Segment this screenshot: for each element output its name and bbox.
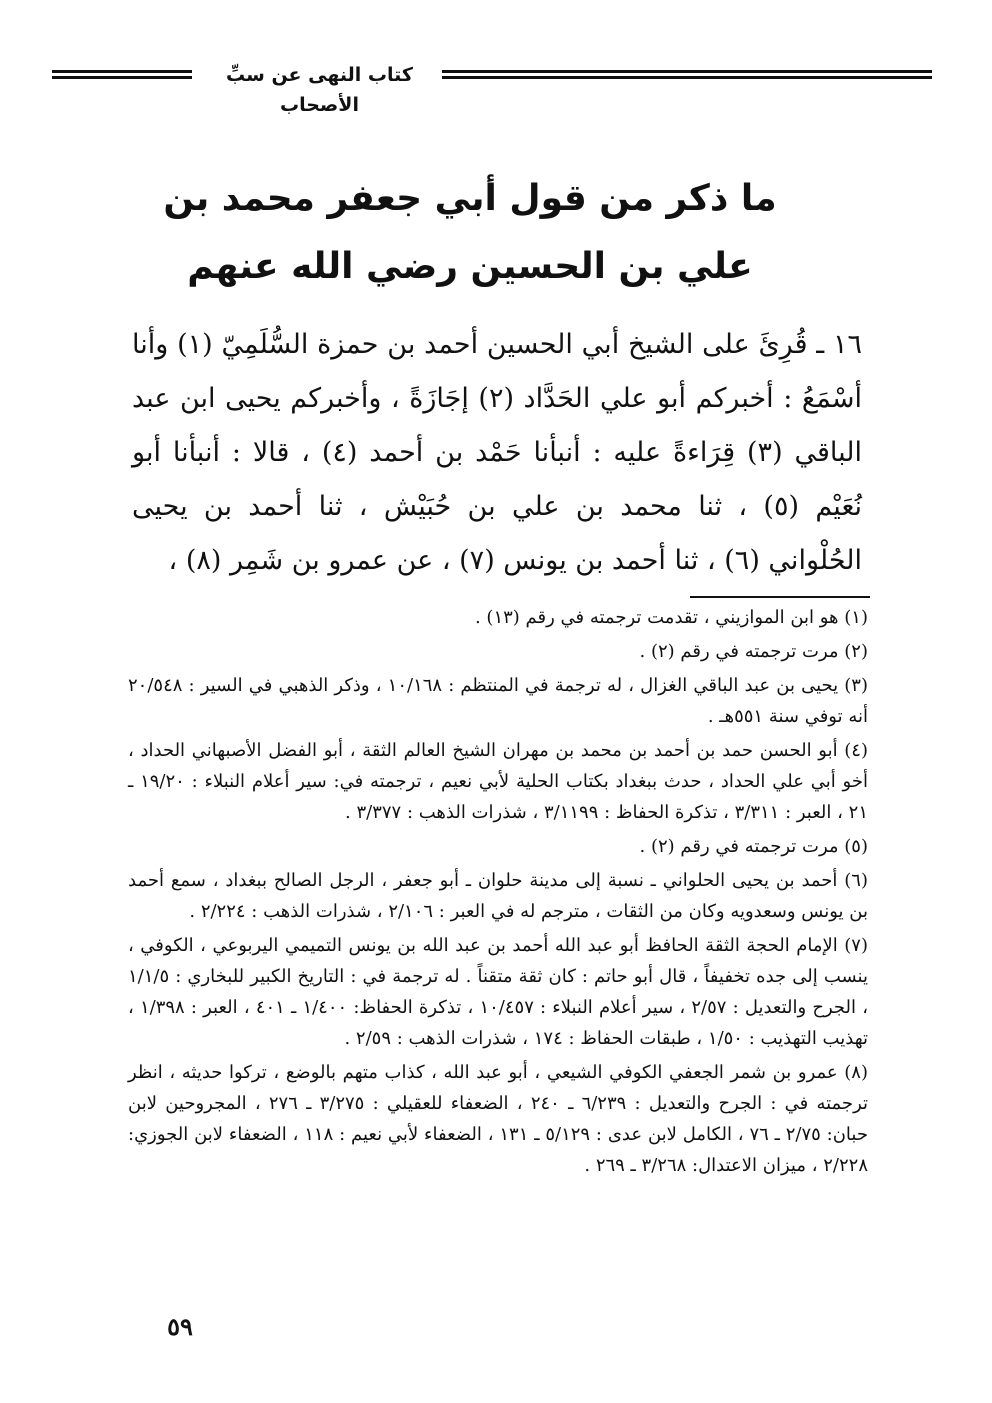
header-title: كتاب النهى عن سبِّ الأصحاب bbox=[226, 64, 413, 116]
header-rule-left bbox=[52, 70, 192, 80]
footnote-6: (٦) أحمد بن يحيى الحلواني ـ نسبة إلى مدينة حلوان ـ أبو جعفر ، الرجل الصالح ببغداد ، سمع أحمد بن يونس وسعدويه وكان من الثقات ، مترجم له في العبر : ٢/١٠٦ ، شذرات الذهب : ٢/٢٢٤ . bbox=[128, 870, 868, 922]
chapter-title-line-2: علي بن الحسين رضي الله عنهم bbox=[187, 246, 753, 287]
footnote-2: (٢) مرت ترجمته في رقم (٢) . bbox=[639, 641, 868, 662]
footnote-4: (٤) أبو الحسن حمد بن أحمد بن محمد بن مهران الشيخ العالم الثقة ، أبو الفضل الأصبهاني الحداد ، أخو أبي علي الحداد ، حدث ببغداد بكتاب الحلية لأبي نعيم ، ترجمته في: سير أعلام النبلاء : ١٩/٢٠ ـ ٢١ ، العبر : ٣/٣١١ ، تذكرة الحفاظ : ٣/١١٩٩ ، شذرات الذهب : ٣/٣٧٧ . bbox=[128, 740, 868, 823]
footnote-separator bbox=[690, 596, 870, 598]
chapter-title-line-1: ما ذكر من قول أبي جعفر محمد بن bbox=[163, 178, 777, 219]
footnote-8: (٨) عمرو بن شمر الجعفي الكوفي الشيعي ، أبو عبد الله ، كذاب متهم بالوضع ، تركوا حديثه ، انظر ترجمته في : الجرح والتعديل : ٦/٢٣٩ ـ ٢٤٠ ، الضعفاء للعقيلي : ٣/٢٧٥ ـ ٢٧٦ ، المجروحين لابن حبان: ٢/٧٥ ـ ٧٦ ، الكامل لابن عدى : ٥/١٢٩ ـ ١٣١ ، الضعفاء لأبي نعيم : ١١٨ ، الضعفاء لابن الجوزي: ٢/٢٢٨ ، ميزان الاعتدال: ٣/٢٦٨ ـ ٢٦٩ . bbox=[128, 1062, 869, 1176]
footnote-5: (٥) مرت ترجمته في رقم (٢) . bbox=[639, 836, 868, 857]
footnote-7: (٧) الإمام الحجة الثقة الحافظ أبو عبد الله أحمد بن عبد الله بن يونس التميمي اليربوعي ، الكوفي ، ينسب إلى جده تخفيفاً ، قال أبو حاتم : كان ثقة متقناً . له ترجمة في : التاريخ الكبير للبخاري : ١/١/٥ ، الجرح والتعديل : ٢/٥٧ ، سير أعلام النبلاء : ١٠/٤٥٧ ، تذكرة الحفاظ: ١/٤٠٠ ـ ٤٠١ ، العبر : ١/٣٩٨ ، تهذيب التهذيب : ١/٥٠ ، طبقات الحفاظ : ١٧٤ ، شذرات الذهب : ٢/٥٩ . bbox=[128, 935, 869, 1049]
footnote-1: (١) هو ابن الموازيني ، تقدمت ترجمته في رقم (١٣) . bbox=[474, 607, 868, 628]
footnotes bbox=[128, 602, 868, 1184]
footnote-3: (٣) يحيى بن عبد الباقي الغزال ، له ترجمة في المنتظم : ١٠/١٦٨ ، وذكر الذهبي في السير : ٢٠/٥٤٨ أنه توفي سنة ٥٥١هـ . bbox=[128, 675, 868, 727]
page-number: ٥٩ bbox=[167, 1312, 193, 1341]
running-header bbox=[52, 60, 932, 116]
chapter-title bbox=[160, 165, 780, 301]
header-rule-right bbox=[442, 70, 932, 80]
main-paragraph: ١٦ ـ قُرِئَ على الشيخ أبي الحسين أحمد بن حمزة السُّلَمِيّ (١) وأنا أسْمَعُ : أخبركم أبو علي الحَدَّاد (٢) إجَازَةً ، وأخبركم يحيى ابن عبد الباقي (٣) قِرَاءةً عليه : أنبأنا حَمْد بن أحمد (٤) ، قالا : أنبأنا أبو نُعَيْم (٥) ، ثنا محمد بن علي بن حُبَيْش ، ثنا أحمد بن يحيى الحُلْواني (٦) ، ثنا أحمد بن يونس (٧) ، عن عمرو بن شَمِر (٨) ، bbox=[132, 329, 862, 576]
